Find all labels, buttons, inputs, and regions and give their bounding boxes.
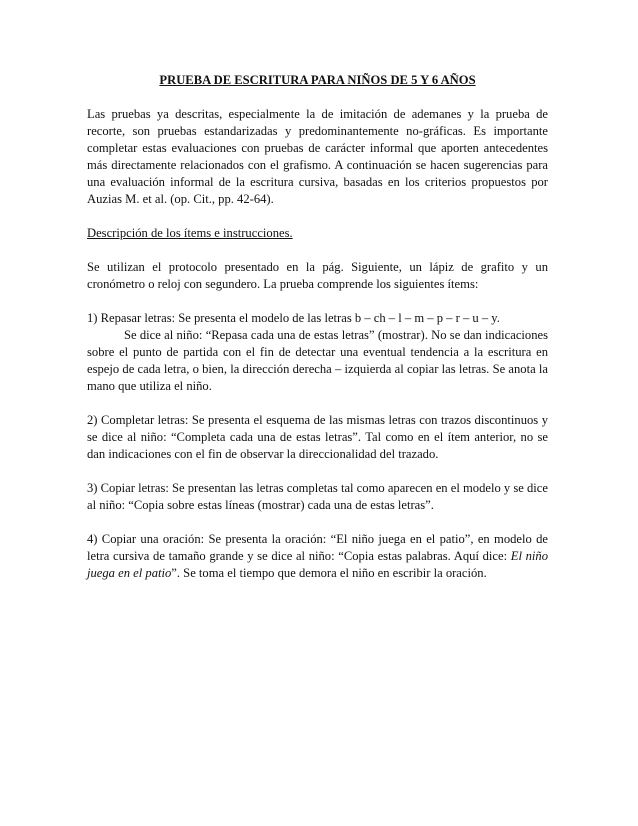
item-4-italic-sentence: El niño juega en el patio (87, 549, 548, 580)
intro-paragraph: Las pruebas ya descritas, especialmente la de imitación de ademanes y la prueba de recorte, son pruebas estandarizadas y predominantemente no-gráficas. Es importante completar estas evaluaciones con pruebas de carácter informal que aporten antecedentes más directamente relacionados con el grafismo. A continuación se hacen sugerencias para una evaluación informal de la escritura cursiva, basadas en los criterios propuestos por Auzias M. et al. (op. Cit., pp. 42-64). (87, 107, 548, 206)
document-page (87, 72, 548, 599)
protocol-paragraph: Se utilizan el protocolo presentado en la pág. Siguiente, un lápiz de grafito y un cronómetro o reloj con segundero. La prueba comprende los siguientes ítems: (87, 260, 548, 291)
item-3-paragraph: 3) Copiar letras: Se presentan las letras completas tal como aparecen en el modelo y se dice al niño: “Copia sobre estas líneas (mostrar) cada una de estas letras”. (87, 481, 548, 512)
item-4-text-after: ”. Se toma el tiempo que demora el niño en escribir la oración. (171, 566, 487, 580)
item-4-paragraph (87, 531, 548, 582)
item-4-text-before: 4) Copiar una oración: Se presenta la oración: “El niño juega en el patio”, en modelo de letra cursiva de tamaño grande y se dice al niño: “Copia estas palabras. Aquí dice: (87, 532, 548, 563)
item-1-text: Se dice al niño: “Repasa cada una de estas letras” (mostrar). No se dan indicaciones sobre el punto de partida con el fin de detectar una eventual tendencia a la escritura en espejo de cada letra, o bien, la dirección derecha – izquierda al copiar las letras. Se anota la mano que utiliza el niño. (87, 328, 548, 393)
item-1-heading-line: 1) Repasar letras: Se presenta el modelo de las letras b – ch – l – m – p – r – u – y. (87, 311, 500, 325)
document-title: PRUEBA DE ESCRITURA PARA NIÑOS DE 5 Y 6 AÑOS (159, 73, 476, 87)
item-1-paragraph (87, 327, 548, 395)
section-heading: Descripción de los ítems e instrucciones. (87, 226, 293, 240)
item-2-paragraph: 2) Completar letras: Se presenta el esquema de las mismas letras con trazos discontinuos y se dice al niño: “Completa cada una de estas letras”. Tal como en el ítem anterior, no se dan indicaciones con el fin de observar la direccionalidad del trazado. (87, 413, 548, 461)
